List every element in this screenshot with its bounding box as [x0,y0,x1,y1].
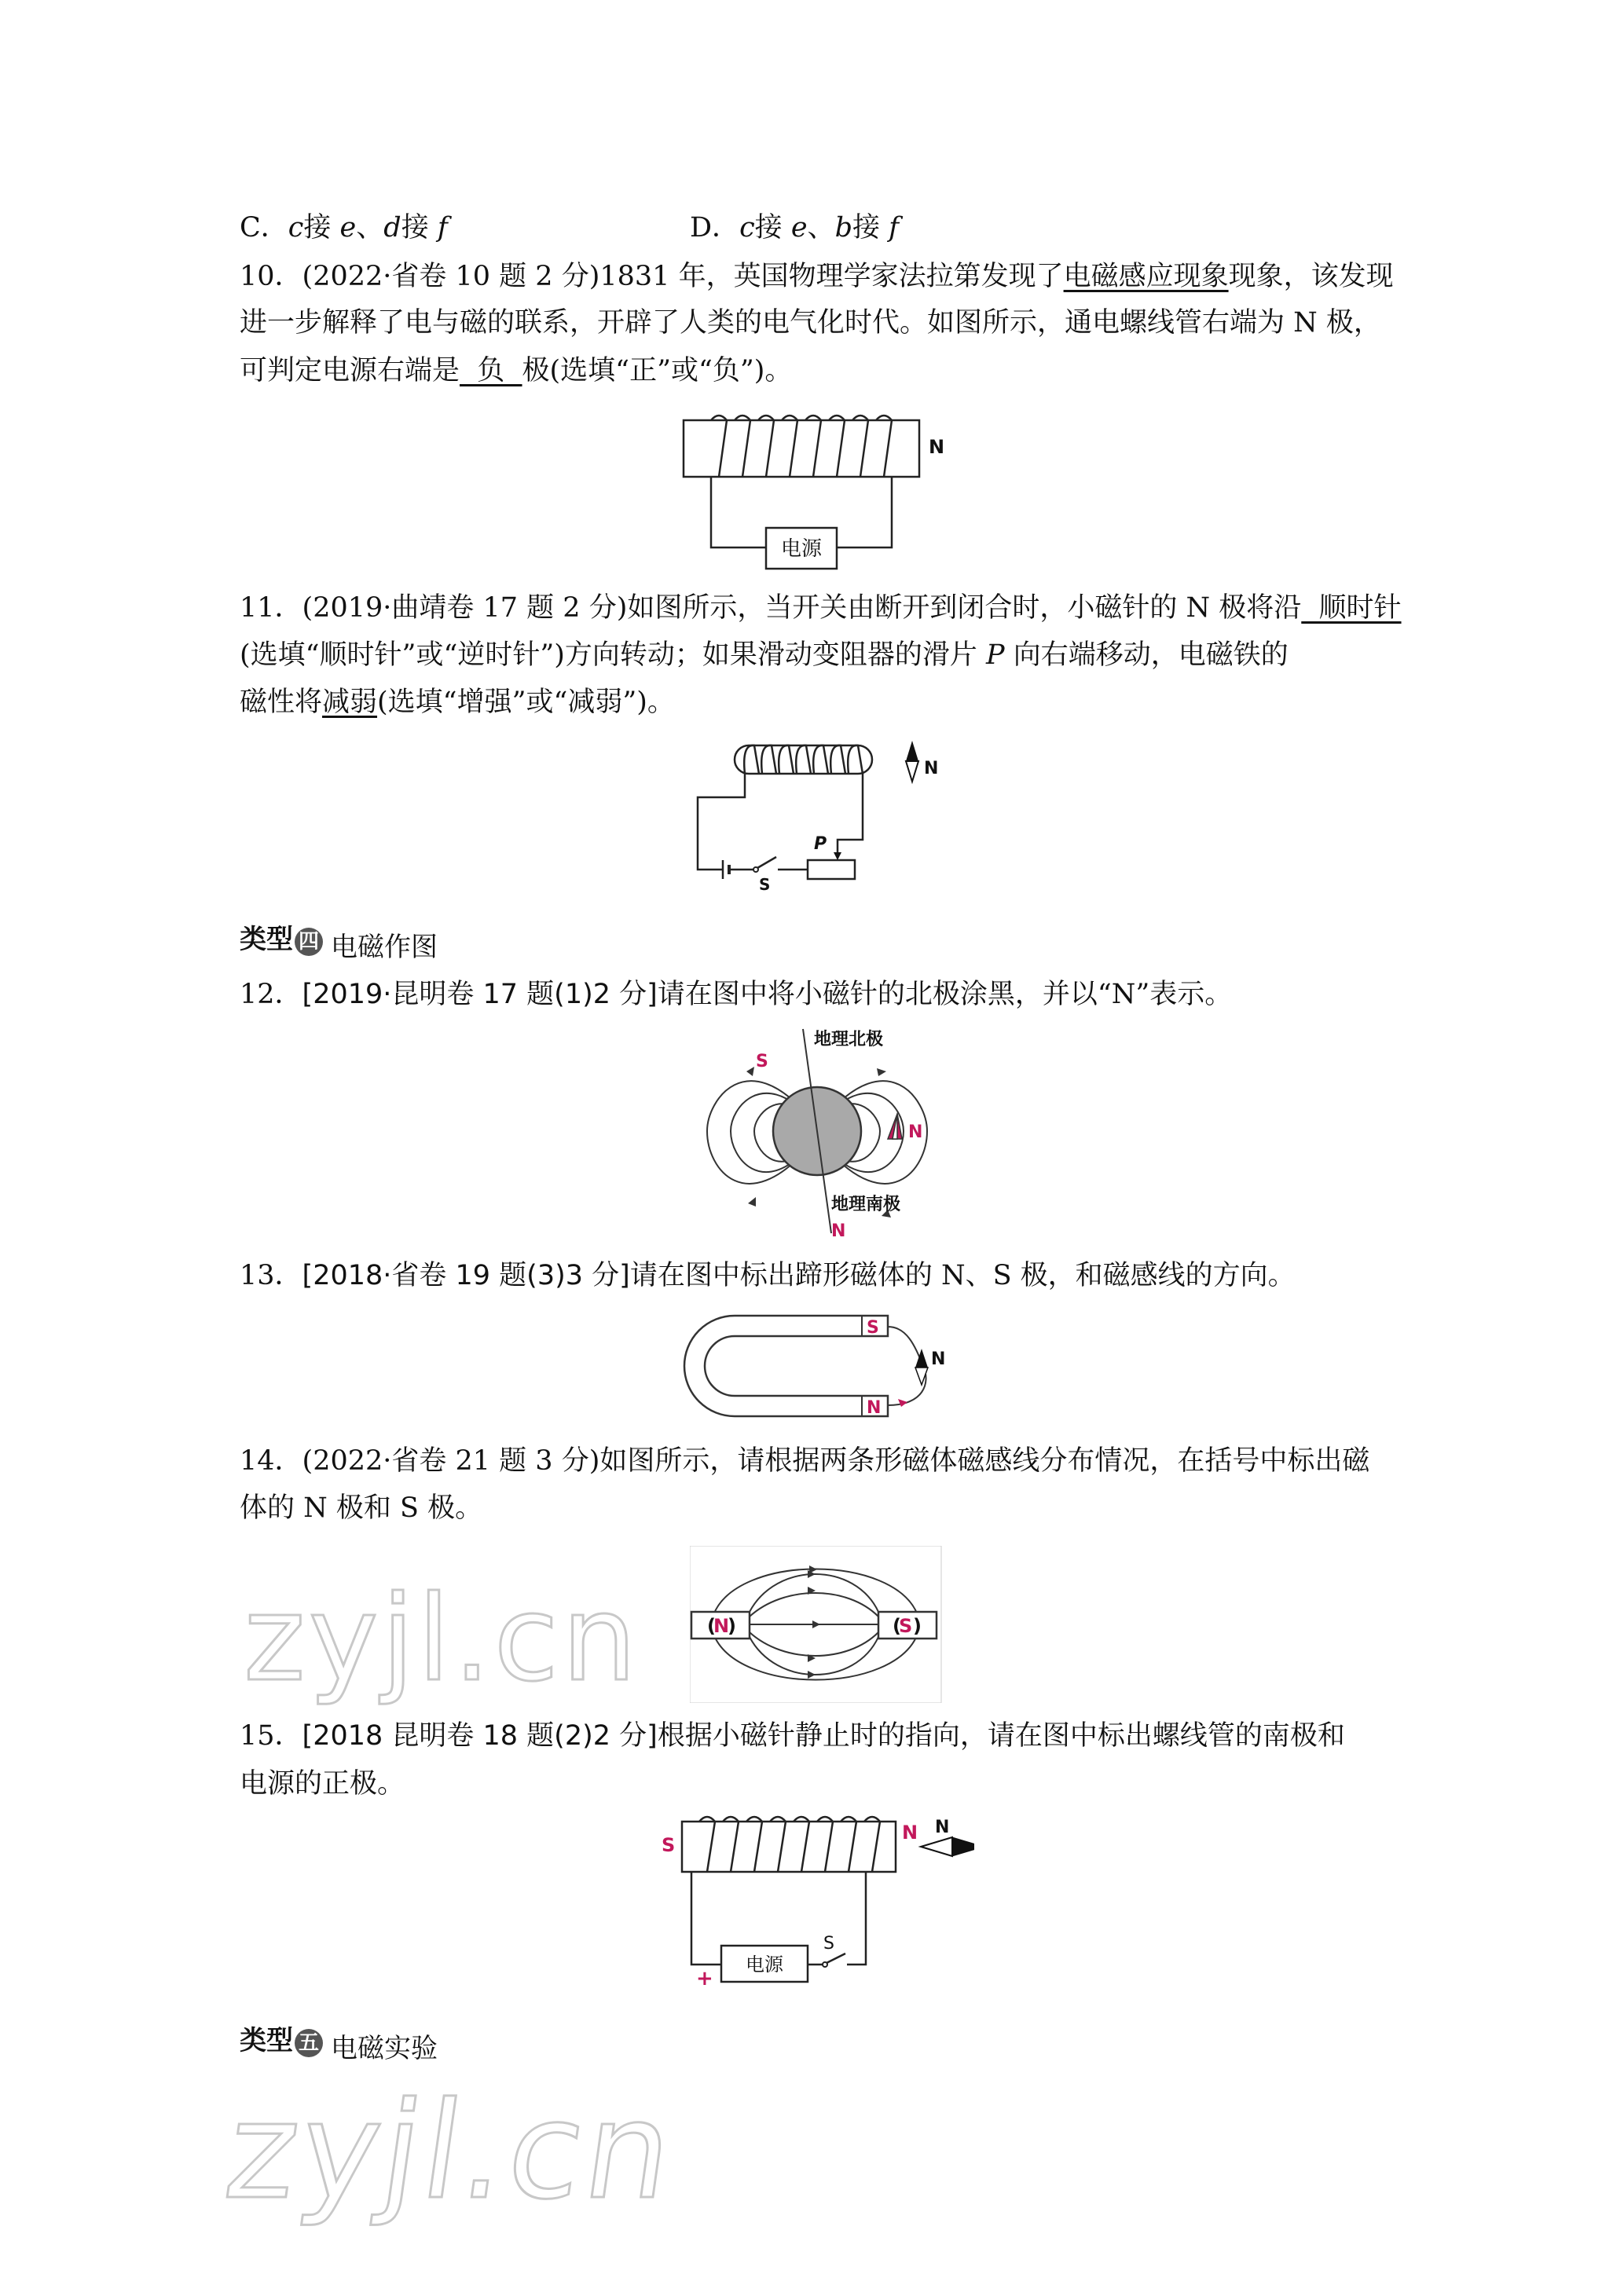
watermark-1: zyjl.cn [244,1571,640,1708]
type4-number-badge: 四 [295,928,323,956]
q13-needle-label: N [931,1349,946,1369]
q11-wire-left [698,774,745,870]
q15-compass-needle [921,1837,974,1856]
type5-label: 类型 [240,2025,293,2056]
q13-bottom-pole: N [867,1398,882,1418]
q15-line2: 电源的正极。 [240,1768,405,1800]
q10-wire-right [837,477,892,547]
q12-line: 12．[2019·昆明卷 17 题(1)2 分]请在图中将小磁针的北极涂黑，并以“N”表示。 [240,979,1233,1010]
q11-compass-needle [906,741,918,782]
q15-line1: 15．[2018 昆明卷 18 题(2)2 分]根据小磁针静止时的指向，请在图中标出螺线管的南极和 [240,1720,1345,1752]
q12-needle-label: N [908,1122,923,1142]
q11-coil [744,745,863,774]
q11-needle-label: N [924,759,939,778]
q14-line2: 体的 N 极和 S 极。 [240,1492,483,1524]
q11-wire-right [838,774,863,857]
q14-left-open: ( [707,1615,716,1637]
q11-line1: 11．(2019·曲靖卷 17 题 2 分)如图所示，当开关由断开到闭合时，小磁针的 N 极将沿 顺时针 [240,592,1402,624]
type5-title: 电磁实验 [331,2033,438,2064]
q15-switch[interactable] [827,1954,845,1963]
q11-figure [684,734,951,892]
q10-figure [676,412,959,577]
type5-number-badge: 五 [295,2029,323,2057]
q15-needle-label: N [935,1818,950,1837]
q15-switch-label: S [823,1934,834,1954]
q12-north-label: 地理北极 [814,1030,884,1049]
q12-n-label-bottom: N [831,1221,846,1241]
q14-figure [690,1546,957,1703]
q12-south-label: 地理南极 [831,1195,901,1214]
q15-wire-right [847,1872,866,1965]
q11-switch[interactable] [757,857,776,868]
type5-heading [240,2019,438,2064]
type4-title: 电磁作图 [331,932,438,963]
q9-option-d: D．c接 e、b接 f [690,212,900,244]
q11-slider[interactable] [834,852,841,860]
q10-line2: 进一步解释了电与磁的联系，开辟了人类的电气化时代。如图所示，通电螺线管右端为 N 极， [240,307,1381,339]
q10-core [684,420,919,477]
q13-line: 13．[2018·省卷 19 题(3)3 分]请在图中标出蹄形磁体的 N、S 极，和磁感线的方向。 [240,1260,1296,1291]
q14-left-close: ) [728,1615,736,1637]
q9-option-c: C．c接 e、d接 f [240,212,448,244]
q12-figure [699,1021,935,1241]
q11-slider-label: P [814,834,827,854]
q14-right-pole: S [899,1615,913,1637]
q10-line1: 10．(2022·省卷 10 题 2 分)1831 年，英国物理学家法拉第发现了电磁感应现象现象，该发现 [240,261,1394,292]
q14-line1: 14．(2022·省卷 21 题 3 分)如图所示，请根据两条形磁体磁感线分布情况，在括号中标出磁 [240,1445,1370,1477]
q13-field-arrow [898,1399,907,1407]
type4-label: 类型 [240,924,293,955]
q14-right-open: ( [893,1615,901,1637]
q12-s-label: S [756,1052,768,1071]
q10-line3: 可判定电源右端是 负 极(选填“正”或“负”)。 [240,355,793,386]
q15-left-pole: S [662,1834,676,1856]
q15-coil [699,1817,880,1872]
q11-line3: 磁性将减弱(选填“增强”或“减弱”)。 [240,687,675,718]
q15-right-pole: N [902,1822,918,1844]
q11-switch-label: S [759,875,771,892]
q10-source-label: 电源 [780,537,823,561]
q14-left-pole: N [713,1615,730,1637]
type4-heading [240,917,438,963]
q13-horseshoe-magnet [684,1316,888,1416]
q11-rheostat [808,860,855,879]
q10-coil [711,416,892,477]
q10-wire-left [711,477,766,547]
watermark-2: zyjl.cn [217,2074,685,2229]
q15-figure [660,1811,974,2003]
q14-right-close: ) [913,1615,922,1637]
q10-pole-label: N [929,436,945,458]
q13-figure [680,1308,978,1426]
q15-source-label: 电源 [746,1954,783,1976]
q13-top-pole: S [867,1318,879,1338]
q15-plus-label: + [696,1967,713,1990]
q15-wire-left [691,1872,721,1965]
q11-line2: (选填“顺时针”或“逆时针”)方向转动；如果滑动变阻器的滑片 P 向右端移动，电磁铁的 [240,639,1289,671]
